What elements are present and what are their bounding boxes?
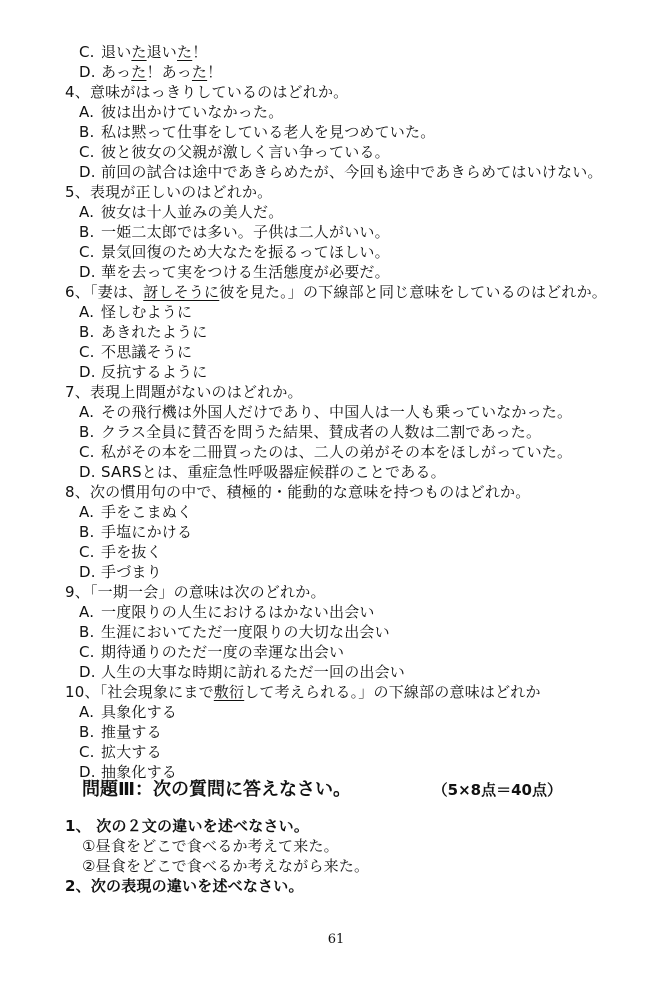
q7-option-d: D. SARSとは、重症急性呼吸器症候群のことである。 (79, 463, 446, 481)
section-3-heading (82, 776, 562, 804)
q4-stem: 4、意味がはっきりしているのはどれか。 (65, 83, 349, 101)
q8-stem: 8、次の慣用句の中で、積極的・能動的な意味を持つものはどれか。 (65, 483, 531, 501)
underlined-text: 訝しそうに (143, 283, 220, 301)
q8-option-c: C. 手を抜く (79, 543, 162, 561)
q3-option-d: D. あった！あった！ (79, 63, 223, 81)
q6-option-a: A. 怪しむように (79, 303, 193, 321)
underlined-text: た (131, 43, 147, 61)
s2-stem: 2、次の表現の違いを述べなさい。 (65, 877, 304, 895)
q5-stem: 5、表現が正しいのはどれか。 (65, 183, 273, 201)
underlined-text: た (131, 63, 147, 81)
q4-option-d: D. 前回の試合は途中であきらめたが、今回も途中であきらめてはいけない。 (79, 163, 603, 181)
q6-option-d: D. 反抗するように (79, 363, 208, 381)
q8-option-d: D. 手づまり (79, 563, 162, 581)
q9-option-a: A. 一度限りの人生におけるはかない出会い (79, 603, 375, 621)
q8-option-b: B. 手塩にかける (79, 523, 193, 541)
q9-option-d: D. 人生の大事な時期に訪れるただ一回の出会い (79, 663, 406, 681)
q9-option-c: C. 期待通りのただ一度の幸運な出会い (79, 643, 345, 661)
s1-item-1: ①昼食をどこで食べるか考えて来た。 (82, 837, 339, 855)
q7-stem: 7、表現上問題がないのはどれか。 (65, 383, 303, 401)
option-label: C. (79, 43, 95, 61)
q10-option-b: B. 推量する (79, 723, 162, 741)
q9-stem: 9、「一期一会」の意味は次のどれか。 (65, 583, 326, 601)
q5-option-a: A. 彼女は十人並みの美人だ。 (79, 203, 284, 221)
q4-option-b: B. 私は黙って仕事をしている老人を見つめていた。 (79, 123, 436, 141)
q4-option-a: A. 彼は出かけていなかった。 (79, 103, 284, 121)
s1-stem: 1、 次の２文の違いを述べなさい。 (65, 817, 310, 835)
q8-option-a: A. 手をこまぬく (79, 503, 193, 521)
q6-option-b: B. あきれたように (79, 323, 208, 341)
q10-option-a: A. 具象化する (79, 703, 178, 721)
q5-option-b: B. 一姫二太郎では多い。子供は二人がいい。 (79, 223, 390, 241)
page-number: 61 (327, 932, 345, 947)
underlined-text: た (191, 63, 208, 81)
s1-item-2: ②昼食をどこで食べるか考えながら来た。 (82, 857, 370, 875)
q7-option-b: B. クラス全員に賛否を問うた結果、賛成者の人数は二割であった。 (79, 423, 542, 441)
q10-option-d: D. 抽象化する (79, 763, 178, 781)
q10-stem: 10、「社会現象にまで敷衍して考えられる。」の下線部の意味はどれか (65, 683, 541, 701)
section-title: 問題Ⅲ：次の質問に答えなさい。 (82, 779, 352, 800)
q7-option-a: A. その飛行機は外国人だけであり、中国人は一人も乗っていなかった。 (79, 403, 573, 421)
option-label: D. (79, 63, 96, 81)
q7-option-c: C. 私がその本を二冊買ったのは、二人の弟がその本をほしがっていた。 (79, 443, 573, 461)
q6-stem: 6、「妻は、訝しそうに彼を見た。」の下線部と同じ意味をしているのはどれか。 (65, 283, 607, 301)
q10-option-c: C. 拡大する (79, 743, 162, 761)
underlined-text: 敷衍 (213, 683, 245, 701)
q6-option-c: C. 不思議そうに (79, 343, 193, 361)
q5-option-c: C. 景気回復のため大なたを振るってほしい。 (79, 243, 390, 261)
q5-option-d: D. 華を去って実をつける生活態度が必要だ。 (79, 263, 390, 281)
section-score: （5×8点＝40点） (432, 781, 562, 799)
q9-option-b: B. 生涯においてただ一度限りの大切な出会い (79, 623, 390, 641)
underlined-text: た (177, 43, 193, 61)
q3-option-c: C. 退いた退いた！ (79, 43, 208, 61)
q4-option-c: C. 彼と彼女の父親が激しく言い争っている。 (79, 143, 390, 161)
